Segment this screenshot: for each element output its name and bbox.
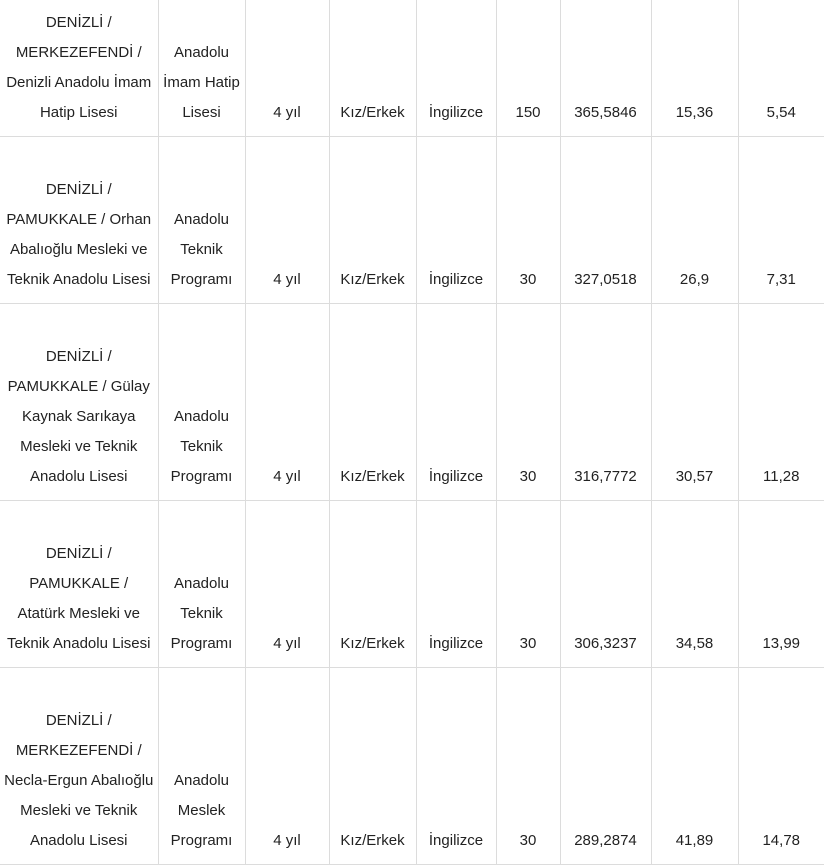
last-value-cell: 11,28 xyxy=(738,304,824,501)
language-cell: İngilizce xyxy=(416,668,496,865)
table-row xyxy=(0,668,824,865)
quota-cell: 150 xyxy=(496,0,560,137)
gender-cell: Kız/Erkek xyxy=(329,0,416,137)
school-name-cell: DENİZLİ / PAMUKKALE / Atatürk Mesleki ve Teknik Anadolu Lisesi xyxy=(0,501,158,668)
score-cell: 316,7772 xyxy=(560,304,651,501)
quota-cell: 30 xyxy=(496,501,560,668)
table-row xyxy=(0,304,824,501)
school-type-cell: Anadolu Teknik Programı xyxy=(158,501,245,668)
language-cell: İngilizce xyxy=(416,501,496,668)
language-cell: İngilizce xyxy=(416,304,496,501)
table-row xyxy=(0,0,824,137)
school-name-cell: DENİZLİ / MERKEZEFENDİ / Denizli Anadolu İmam Hatip Lisesi xyxy=(0,0,158,137)
quota-cell: 30 xyxy=(496,668,560,865)
language-cell: İngilizce xyxy=(416,137,496,304)
score-cell: 306,3237 xyxy=(560,501,651,668)
percentile-cell: 30,57 xyxy=(651,304,738,501)
duration-cell: 4 yıl xyxy=(245,304,329,501)
school-type-cell: Anadolu Meslek Programı xyxy=(158,668,245,865)
school-name-cell: DENİZLİ / PAMUKKALE / Orhan Abalıoğlu Mesleki ve Teknik Anadolu Lisesi xyxy=(0,137,158,304)
gender-cell: Kız/Erkek xyxy=(329,668,416,865)
last-value-cell: 7,31 xyxy=(738,137,824,304)
quota-cell: 30 xyxy=(496,137,560,304)
percentile-cell: 41,89 xyxy=(651,668,738,865)
table-row xyxy=(0,501,824,668)
score-cell: 365,5846 xyxy=(560,0,651,137)
gender-cell: Kız/Erkek xyxy=(329,501,416,668)
gender-cell: Kız/Erkek xyxy=(329,304,416,501)
percentile-cell: 34,58 xyxy=(651,501,738,668)
duration-cell: 4 yıl xyxy=(245,0,329,137)
table-row xyxy=(0,137,824,304)
last-value-cell: 5,54 xyxy=(738,0,824,137)
score-cell: 289,2874 xyxy=(560,668,651,865)
school-name-cell: DENİZLİ / PAMUKKALE / Gülay Kaynak Sarıkaya Mesleki ve Teknik Anadolu Lisesi xyxy=(0,304,158,501)
school-type-cell: Anadolu Teknik Programı xyxy=(158,304,245,501)
quota-cell: 30 xyxy=(496,304,560,501)
language-cell: İngilizce xyxy=(416,0,496,137)
school-type-cell: Anadolu Teknik Programı xyxy=(158,137,245,304)
score-cell: 327,0518 xyxy=(560,137,651,304)
gender-cell: Kız/Erkek xyxy=(329,137,416,304)
percentile-cell: 26,9 xyxy=(651,137,738,304)
last-value-cell: 14,78 xyxy=(738,668,824,865)
percentile-cell: 15,36 xyxy=(651,0,738,137)
duration-cell: 4 yıl xyxy=(245,501,329,668)
school-name-cell: DENİZLİ / MERKEZEFENDİ / Necla-Ergun Abalıoğlu Mesleki ve Teknik Anadolu Lisesi xyxy=(0,668,158,865)
duration-cell: 4 yıl xyxy=(245,137,329,304)
school-type-cell: Anadolu İmam Hatip Lisesi xyxy=(158,0,245,137)
last-value-cell: 13,99 xyxy=(738,501,824,668)
duration-cell: 4 yıl xyxy=(245,668,329,865)
